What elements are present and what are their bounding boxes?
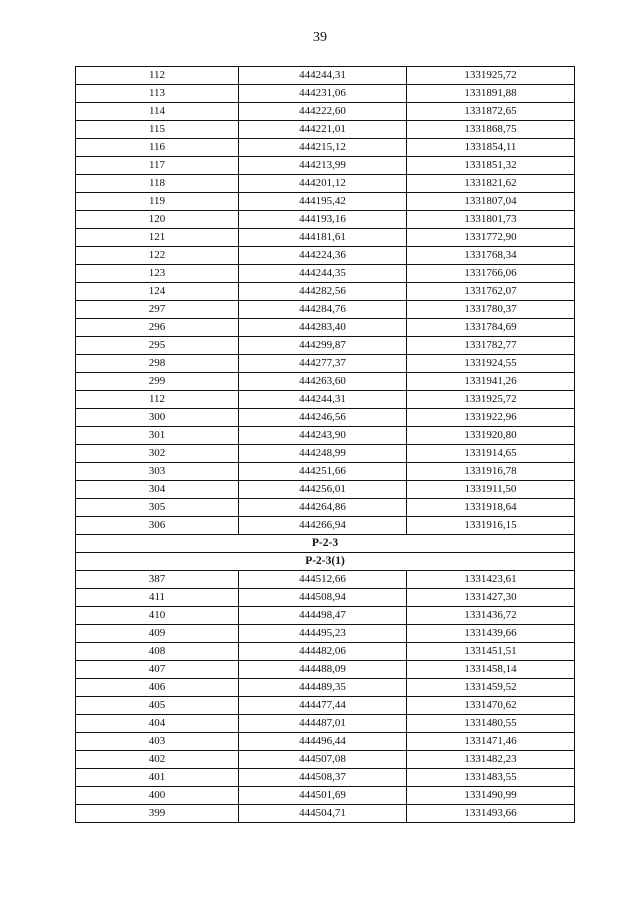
table-row [76,283,575,301]
point-number-cell: 112 [76,391,239,409]
point-number-cell: 407 [76,661,239,679]
x-coordinate-cell: 444244,31 [239,391,407,409]
table-row [76,229,575,247]
point-number-cell: 306 [76,517,239,535]
x-coordinate-cell: 444251,66 [239,463,407,481]
point-number-cell: 410 [76,607,239,625]
point-number-cell: 404 [76,715,239,733]
table-row [76,211,575,229]
table-row [76,373,575,391]
table-row [76,787,575,805]
x-coordinate-cell: 444283,40 [239,319,407,337]
table-row [76,391,575,409]
subsection-heading: Р-2-3(1) [76,553,575,571]
point-number-cell: 114 [76,103,239,121]
y-coordinate-cell: 1331772,90 [407,229,575,247]
x-coordinate-cell: 444244,31 [239,67,407,85]
y-coordinate-cell: 1331916,15 [407,517,575,535]
point-number-cell: 123 [76,265,239,283]
y-coordinate-cell: 1331916,78 [407,463,575,481]
x-coordinate-cell: 444496,44 [239,733,407,751]
x-coordinate-cell: 444487,01 [239,715,407,733]
coordinates-table [75,66,575,823]
x-coordinate-cell: 444477,44 [239,697,407,715]
point-number-cell: 399 [76,805,239,823]
point-number-cell: 119 [76,193,239,211]
x-coordinate-cell: 444222,60 [239,103,407,121]
point-number-cell: 113 [76,85,239,103]
y-coordinate-cell: 1331925,72 [407,391,575,409]
y-coordinate-cell: 1331482,23 [407,751,575,769]
y-coordinate-cell: 1331854,11 [407,139,575,157]
y-coordinate-cell: 1331436,72 [407,607,575,625]
table-row [76,301,575,319]
x-coordinate-cell: 444489,35 [239,679,407,697]
y-coordinate-cell: 1331891,88 [407,85,575,103]
table-row [76,265,575,283]
table-row [76,427,575,445]
x-coordinate-cell: 444246,56 [239,409,407,427]
y-coordinate-cell: 1331471,46 [407,733,575,751]
y-coordinate-cell: 1331872,65 [407,103,575,121]
x-coordinate-cell: 444508,94 [239,589,407,607]
x-coordinate-cell: 444195,42 [239,193,407,211]
x-coordinate-cell: 444231,06 [239,85,407,103]
table-row [76,571,575,589]
point-number-cell: 411 [76,589,239,607]
table-row [76,805,575,823]
y-coordinate-cell: 1331807,04 [407,193,575,211]
y-coordinate-cell: 1331768,34 [407,247,575,265]
x-coordinate-cell: 444224,36 [239,247,407,265]
y-coordinate-cell: 1331451,51 [407,643,575,661]
x-coordinate-cell: 444282,56 [239,283,407,301]
x-coordinate-cell: 444488,09 [239,661,407,679]
point-number-cell: 403 [76,733,239,751]
table-row [76,193,575,211]
x-coordinate-cell: 444512,66 [239,571,407,589]
y-coordinate-cell: 1331784,69 [407,319,575,337]
y-coordinate-cell: 1331911,50 [407,481,575,499]
point-number-cell: 300 [76,409,239,427]
y-coordinate-cell: 1331459,52 [407,679,575,697]
table-row [76,481,575,499]
table-row [76,769,575,787]
x-coordinate-cell: 444215,12 [239,139,407,157]
table-row [76,337,575,355]
y-coordinate-cell: 1331427,30 [407,589,575,607]
subsection-row [76,553,575,571]
table-row [76,697,575,715]
table-row [76,445,575,463]
y-coordinate-cell: 1331868,75 [407,121,575,139]
section-heading: Р-2-3 [76,535,575,553]
table-row [76,85,575,103]
x-coordinate-cell: 444495,23 [239,625,407,643]
table-row [76,67,575,85]
section-row [76,535,575,553]
table-row [76,517,575,535]
x-coordinate-cell: 444264,86 [239,499,407,517]
point-number-cell: 122 [76,247,239,265]
point-number-cell: 299 [76,373,239,391]
y-coordinate-cell: 1331780,37 [407,301,575,319]
y-coordinate-cell: 1331924,55 [407,355,575,373]
point-number-cell: 112 [76,67,239,85]
table-row [76,679,575,697]
point-number-cell: 298 [76,355,239,373]
y-coordinate-cell: 1331925,72 [407,67,575,85]
x-coordinate-cell: 444181,61 [239,229,407,247]
point-number-cell: 401 [76,769,239,787]
point-number-cell: 304 [76,481,239,499]
x-coordinate-cell: 444508,37 [239,769,407,787]
table-row [76,157,575,175]
point-number-cell: 301 [76,427,239,445]
y-coordinate-cell: 1331821,62 [407,175,575,193]
point-number-cell: 118 [76,175,239,193]
point-number-cell: 116 [76,139,239,157]
y-coordinate-cell: 1331801,73 [407,211,575,229]
x-coordinate-cell: 444482,06 [239,643,407,661]
table-row [76,715,575,733]
y-coordinate-cell: 1331490,99 [407,787,575,805]
table-row [76,661,575,679]
x-coordinate-cell: 444498,47 [239,607,407,625]
point-number-cell: 409 [76,625,239,643]
table-row [76,607,575,625]
table-row [76,319,575,337]
table-row [76,589,575,607]
y-coordinate-cell: 1331918,64 [407,499,575,517]
table-row [76,103,575,121]
point-number-cell: 117 [76,157,239,175]
x-coordinate-cell: 444244,35 [239,265,407,283]
x-coordinate-cell: 444248,99 [239,445,407,463]
point-number-cell: 296 [76,319,239,337]
y-coordinate-cell: 1331493,66 [407,805,575,823]
y-coordinate-cell: 1331470,62 [407,697,575,715]
y-coordinate-cell: 1331766,06 [407,265,575,283]
x-coordinate-cell: 444201,12 [239,175,407,193]
y-coordinate-cell: 1331762,07 [407,283,575,301]
section-block [76,535,575,571]
x-coordinate-cell: 444284,76 [239,301,407,319]
y-coordinate-cell: 1331480,55 [407,715,575,733]
point-number-cell: 405 [76,697,239,715]
point-number-cell: 121 [76,229,239,247]
y-coordinate-cell: 1331920,80 [407,427,575,445]
y-coordinate-cell: 1331439,66 [407,625,575,643]
table-row [76,121,575,139]
table-row [76,499,575,517]
point-number-cell: 305 [76,499,239,517]
table-row [76,139,575,157]
y-coordinate-cell: 1331423,61 [407,571,575,589]
y-coordinate-cell: 1331851,32 [407,157,575,175]
x-coordinate-cell: 444501,69 [239,787,407,805]
point-number-cell: 115 [76,121,239,139]
table-row [76,625,575,643]
point-number-cell: 303 [76,463,239,481]
table-row [76,247,575,265]
point-number-cell: 120 [76,211,239,229]
point-number-cell: 408 [76,643,239,661]
x-coordinate-cell: 444243,90 [239,427,407,445]
table-row [76,409,575,427]
table-row [76,733,575,751]
point-number-cell: 295 [76,337,239,355]
x-coordinate-cell: 444266,94 [239,517,407,535]
point-number-cell: 406 [76,679,239,697]
point-number-cell: 297 [76,301,239,319]
coordinates-block-2 [76,571,575,823]
x-coordinate-cell: 444263,60 [239,373,407,391]
page-number: 39 [313,30,327,45]
table-row [76,175,575,193]
x-coordinate-cell: 444221,01 [239,121,407,139]
x-coordinate-cell: 444213,99 [239,157,407,175]
table-row [76,643,575,661]
x-coordinate-cell: 444256,01 [239,481,407,499]
table-row [76,463,575,481]
point-number-cell: 402 [76,751,239,769]
point-number-cell: 387 [76,571,239,589]
y-coordinate-cell: 1331458,14 [407,661,575,679]
point-number-cell: 400 [76,787,239,805]
coordinates-block-1 [76,67,575,535]
x-coordinate-cell: 444193,16 [239,211,407,229]
x-coordinate-cell: 444507,08 [239,751,407,769]
x-coordinate-cell: 444277,37 [239,355,407,373]
y-coordinate-cell: 1331483,55 [407,769,575,787]
y-coordinate-cell: 1331941,26 [407,373,575,391]
y-coordinate-cell: 1331782,77 [407,337,575,355]
point-number-cell: 124 [76,283,239,301]
table-row [76,751,575,769]
point-number-cell: 302 [76,445,239,463]
y-coordinate-cell: 1331914,65 [407,445,575,463]
x-coordinate-cell: 444299,87 [239,337,407,355]
y-coordinate-cell: 1331922,96 [407,409,575,427]
table-row [76,355,575,373]
x-coordinate-cell: 444504,71 [239,805,407,823]
